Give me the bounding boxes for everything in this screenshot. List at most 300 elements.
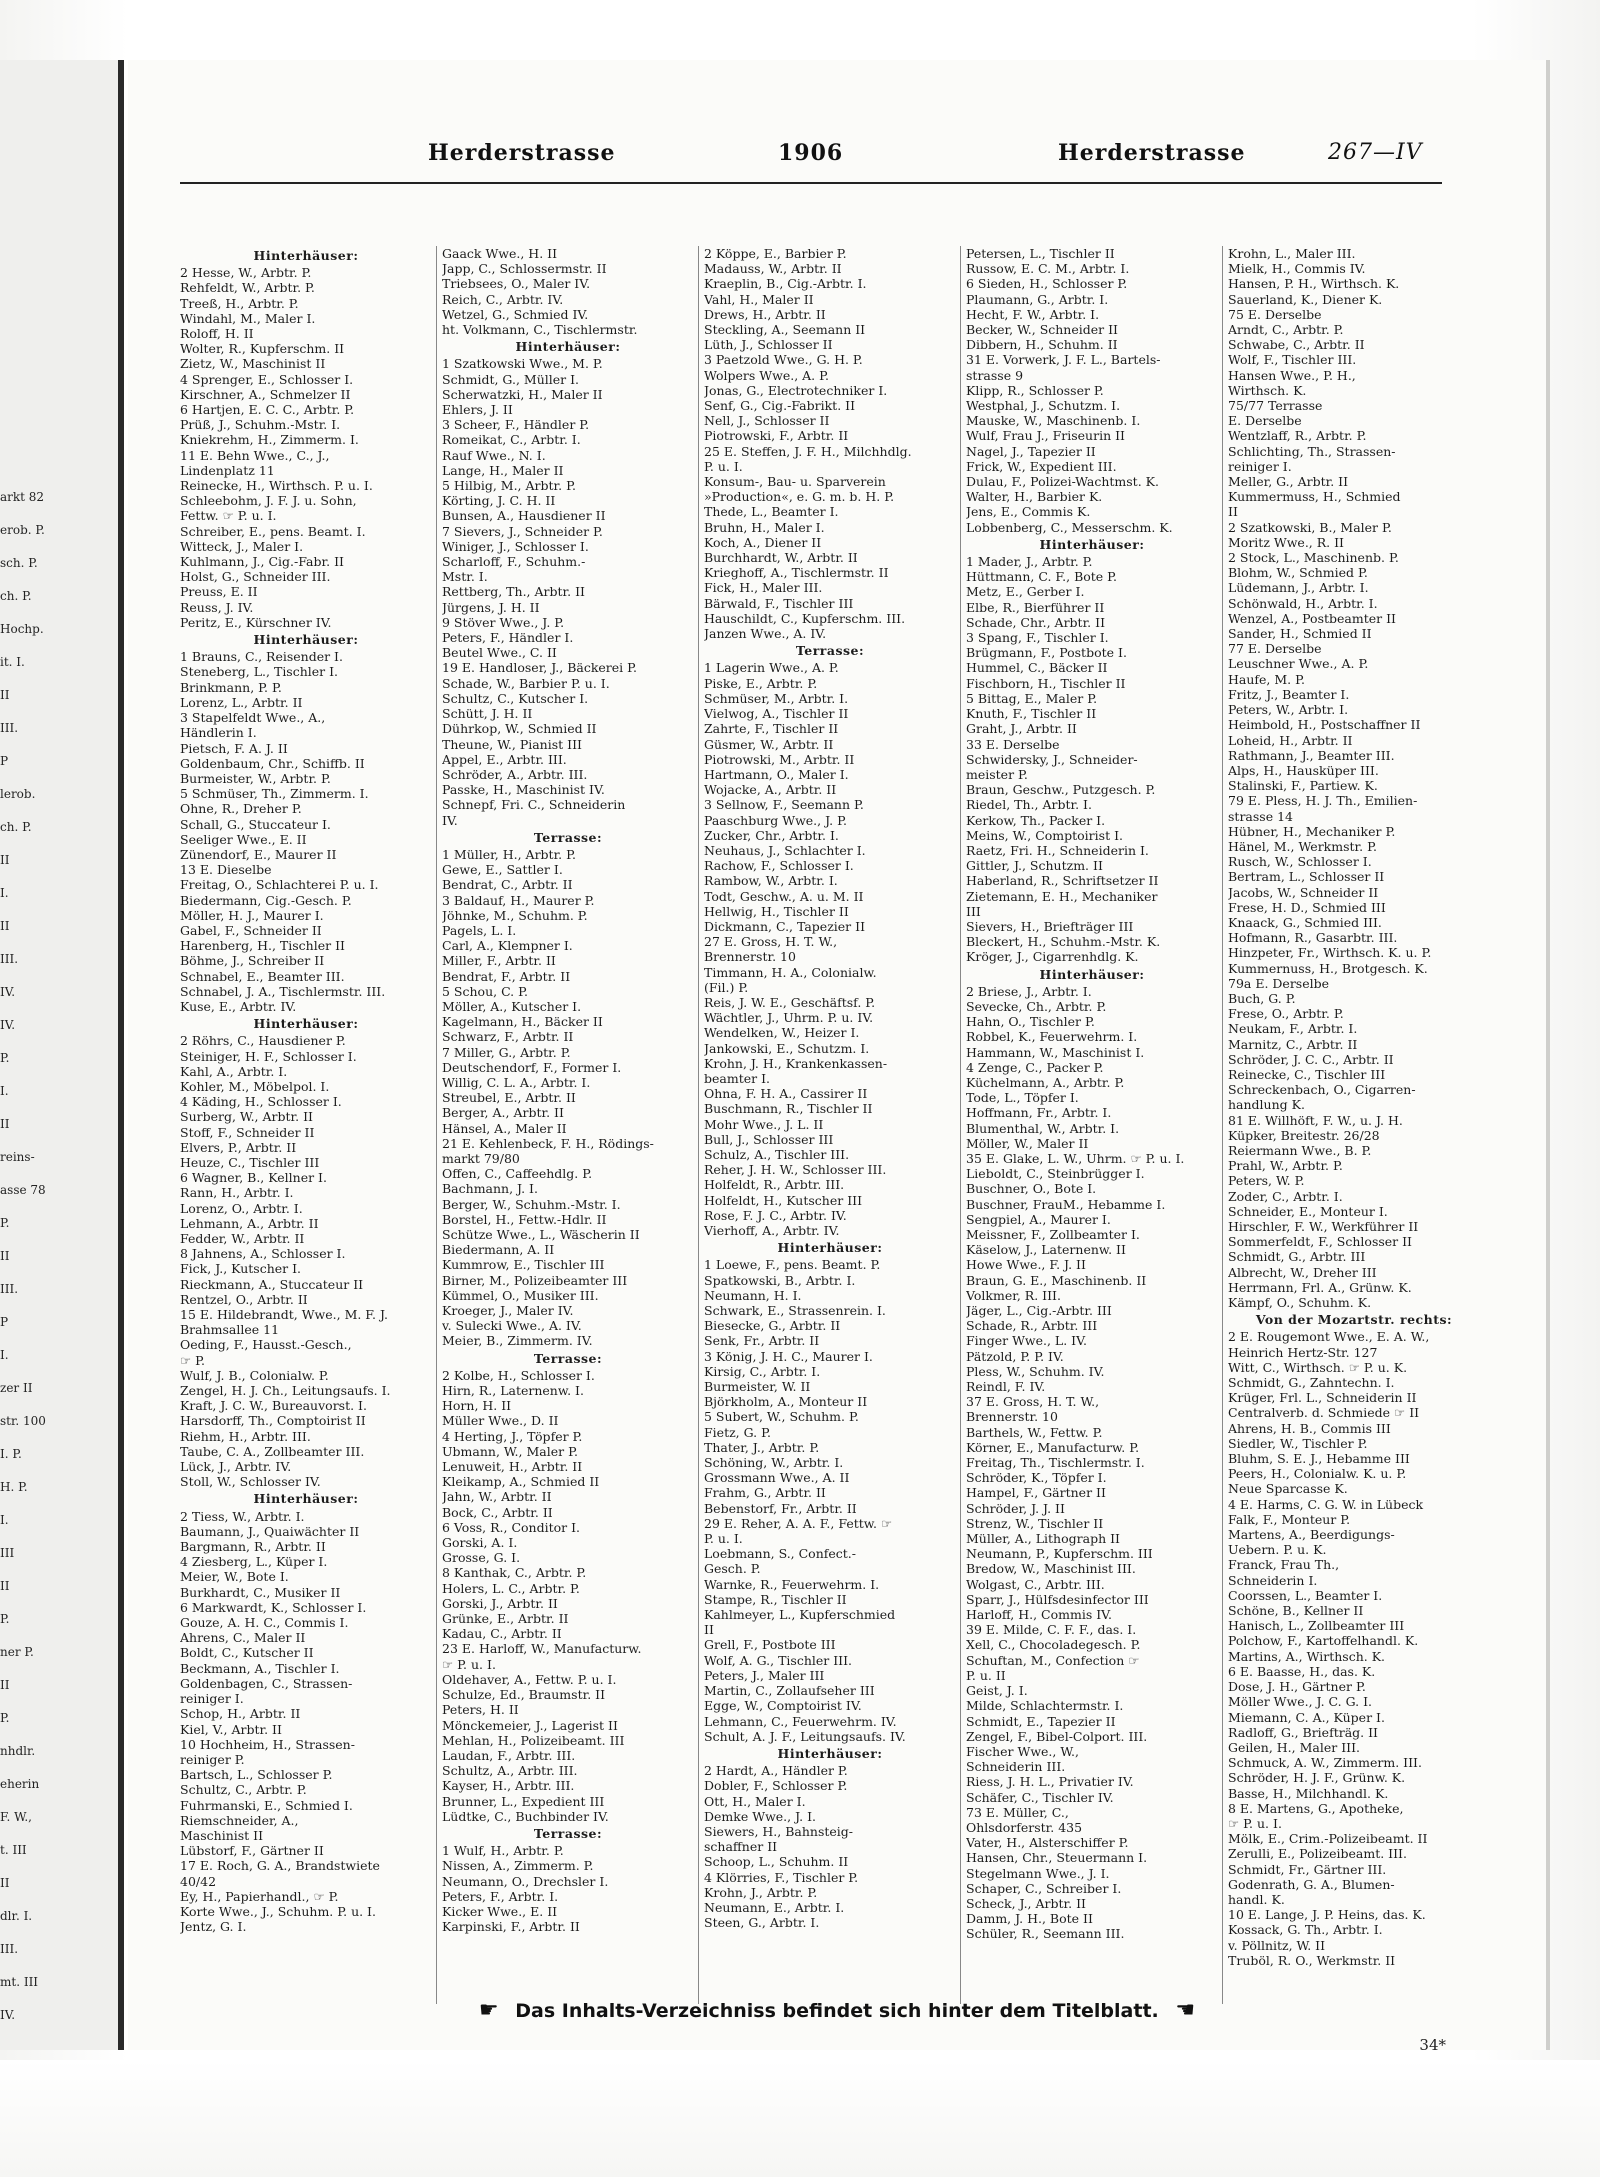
directory-entry: 25 E. Steffen, J. F. H., Milchhdlg. — [704, 443, 912, 459]
column-separator — [698, 246, 699, 2004]
directory-entry: Peters, W. P. — [1228, 1173, 1305, 1189]
directory-entry: Zerulli, E., Polizeibeamt. III. — [1228, 1846, 1407, 1862]
directory-entry: 29 E. Reher, A. A. F., Fettw. ☞ — [704, 1515, 893, 1531]
directory-entry: Kummermuss, H., Schmied — [1228, 489, 1401, 505]
directory-entry: 39 E. Milde, C. F. F., das. I. — [966, 1622, 1137, 1638]
directory-entry: Gorski, A. I. — [442, 1535, 518, 1551]
directory-entry: Tode, L., Töpfer I. — [966, 1090, 1079, 1106]
directory-entry: Schaper, C., Schreiber I. — [966, 1880, 1122, 1896]
previous-page-fragment: ner P. — [0, 1645, 34, 1659]
directory-entry: Käselow, J., Laternenw. II — [966, 1242, 1126, 1258]
directory-entry: Ohlsdorferstr. 435 — [966, 1819, 1083, 1835]
directory-entry: Kirschner, A., Schmelzer II — [180, 386, 351, 402]
directory-entry: Fietz, G. P. — [704, 1424, 771, 1440]
directory-entry: 13 E. Dieselbe — [180, 862, 272, 878]
directory-entry: Hinterhäuser: — [777, 1240, 883, 1256]
directory-page — [128, 60, 1550, 2054]
directory-entry: 4 Sprenger, E., Schlosser I. — [180, 371, 354, 387]
directory-entry: 2 Stock, L., Maschinenb. P. — [1228, 550, 1399, 566]
directory-entry: 40/42 — [180, 1873, 217, 1889]
directory-entry: Schult, A. J. F., Leitungsaufs. IV. — [704, 1728, 906, 1744]
directory-entry: meister P. — [966, 766, 1028, 782]
directory-entry: Brinkmann, P. P. — [180, 679, 282, 695]
directory-entry: Centralverb. d. Schmiede ☞ II — [1228, 1405, 1420, 1421]
previous-page-fragment: II — [0, 853, 10, 867]
directory-entry: Willig, C. L. A., Arbtr. I. — [442, 1074, 591, 1090]
previous-page-edge — [0, 60, 124, 2050]
directory-entry: 75 E. Derselbe — [1228, 306, 1322, 322]
directory-entry: Lobbenberg, C., Messerschm. K. — [966, 519, 1173, 535]
previous-page-fragment: ch. P. — [0, 820, 32, 834]
directory-entry: Grell, F., Postbote III — [704, 1637, 836, 1653]
directory-entry: Ahrens, C., Maler II — [180, 1630, 306, 1646]
directory-entry: Kröger, J., Cigarrenhdlg. K. — [966, 949, 1139, 965]
directory-entry: Deutschendorf, F., Former I. — [442, 1059, 622, 1075]
directory-entry: Jonas, G., Electrotechniker I. — [704, 382, 888, 398]
directory-entry: Reich, C., Arbtr. IV. — [442, 291, 564, 307]
directory-entry: handl. K. — [1228, 1891, 1285, 1907]
directory-entry: Freitag, Th., Tischlermstr. I. — [966, 1455, 1145, 1471]
directory-entry: Geist, J. I. — [966, 1683, 1028, 1699]
directory-entry: Blohm, W., Schmied P. — [1228, 565, 1368, 581]
directory-entry: Braun, Geschw., Putzgesch. P. — [966, 782, 1156, 798]
directory-entry: Finger Wwe., L. IV. — [966, 1333, 1087, 1349]
directory-entry: 31 E. Vorwerk, J. F. L., Bartels- — [966, 352, 1161, 368]
directory-entry: Kayser, H., Arbtr. III. — [442, 1778, 575, 1794]
directory-entry: Rambow, W., Arbtr. I. — [704, 873, 838, 889]
directory-entry: Wolf, A. G., Tischler III. — [704, 1652, 853, 1668]
column-separator — [436, 246, 437, 2004]
directory-entry: Buschner, FrauM., Hebamme I. — [966, 1196, 1166, 1212]
directory-entry: 2 Briese, J., Arbtr. I. — [966, 983, 1092, 999]
directory-entry: Gittler, J., Schutzm. II — [966, 858, 1103, 874]
directory-entry: 4 Ziesberg, L., Küper I. — [180, 1554, 328, 1570]
directory-entry: Jöhnke, M., Schuhm. P. — [442, 907, 588, 923]
directory-entry: 21 E. Kehlenbeck, F. H., Rödings- — [442, 1135, 654, 1151]
header-year: 1906 — [778, 140, 844, 166]
directory-entry: Neumann, E., Arbtr. I. — [704, 1899, 845, 1915]
directory-entry: Burmeister, W., Arbtr. P. — [180, 770, 331, 786]
directory-entry: Hauschildt, C., Kupferschm. III. — [704, 610, 906, 626]
directory-entry: Zahrte, F., Tischler II — [704, 721, 839, 737]
directory-entry: Moritz Wwe., R. II — [1228, 534, 1344, 550]
directory-entry: Krohn, J. H., Krankenkassen- — [704, 1055, 888, 1071]
previous-page-fragment: II — [0, 1579, 10, 1593]
directory-entry: Schäfer, C., Tischler IV. — [966, 1789, 1114, 1805]
previous-page-fragment: I. — [0, 1513, 9, 1527]
directory-entry: 6 E. Baasse, H., das. K. — [1228, 1663, 1376, 1679]
directory-entry: Krieghoff, A., Tischlermstr. II — [704, 565, 889, 581]
directory-entry: Schöne, B., Kellner II — [1228, 1603, 1364, 1619]
directory-entry: 8 Jahnens, A., Schlosser I. — [180, 1246, 346, 1262]
directory-entry: Schüler, R., Seemann III. — [966, 1926, 1125, 1942]
directory-entry: Witteck, J., Maler I. — [180, 538, 304, 554]
directory-entry: 7 Miller, G., Arbtr. P. — [442, 1044, 571, 1060]
directory-entry: Volkmer, R. III. — [966, 1287, 1061, 1303]
directory-entry: Kroeger, J., Maler IV. — [442, 1303, 574, 1319]
directory-entry: Peers, H., Colonialw. K. u. P. — [1228, 1466, 1407, 1482]
directory-entry: Schöning, W., Arbtr. I. — [704, 1455, 844, 1471]
directory-entry: Terrasse: — [533, 829, 603, 845]
directory-entry: Dickmann, C., Tapezier II — [704, 918, 866, 934]
directory-entry: Godenrath, G. A., Blumen- — [1228, 1876, 1395, 1892]
directory-entry: 9 Stöver Wwe., J. P. — [442, 614, 565, 630]
directory-entry: Dührkop, W., Schmied II — [442, 721, 597, 737]
directory-entry: Korte Wwe., J., Schuhm. P. u. I. — [180, 1903, 376, 1919]
directory-entry: Neukam, F., Arbtr. I. — [1228, 1021, 1358, 1037]
directory-entry: Rettberg, Th., Arbtr. II — [442, 584, 585, 600]
directory-entry: IV. — [442, 812, 458, 828]
directory-entry: Streubel, E., Arbtr. II — [442, 1090, 576, 1106]
directory-entry: Pagels, L. I. — [442, 922, 517, 938]
directory-entry: Buschner, O., Bote I. — [966, 1181, 1097, 1197]
header-rule — [180, 182, 1442, 184]
directory-entry: Schreckenbach, O., Cigarren- — [1228, 1082, 1416, 1098]
column-3 — [704, 246, 956, 2004]
directory-entry: Hampel, F., Gärtner II — [966, 1485, 1106, 1501]
directory-entry: 2 Hesse, W., Arbtr. P. — [180, 265, 312, 281]
directory-entry: Hansen, Chr., Steuermann I. — [966, 1850, 1148, 1866]
directory-entry: Vahl, H., Maler II — [704, 291, 814, 307]
directory-entry: ☞ P. u. I. — [442, 1656, 496, 1672]
directory-entry: Mstr. I. — [442, 569, 488, 585]
directory-entry: 3 Sellnow, F., Seemann P. — [704, 797, 864, 813]
directory-entry: Alps, H., Hausküper III. — [1228, 762, 1379, 778]
directory-entry: Franck, Frau Th., — [1228, 1557, 1340, 1573]
directory-entry: Kicker Wwe., E. II — [442, 1903, 558, 1919]
directory-entry: Schwidersky, J., Schneider- — [966, 751, 1138, 767]
directory-entry: Schultz, A., Arbtr. III. — [442, 1763, 578, 1779]
directory-entry: Biesecke, G., Arbtr. II — [704, 1318, 841, 1334]
directory-entry: Mölk, E., Crim.-Polizeibeamt. II — [1228, 1831, 1428, 1847]
directory-entry: Riedel, Th., Arbtr. I. — [966, 797, 1092, 813]
directory-entry: Oeding, F., Hausst.-Gesch., — [180, 1337, 352, 1353]
directory-entry: reiniger P. — [180, 1751, 245, 1767]
directory-entry: Hirschler, F. W., Werkführer II — [1228, 1219, 1419, 1234]
directory-entry: 1 Lagerin Wwe., A. P. — [704, 660, 839, 676]
directory-entry: Piotrowski, M., Arbtr. II — [704, 751, 855, 767]
directory-entry: Carl, A., Klempner I. — [442, 938, 573, 954]
directory-entry: Rose, F. J. C., Arbtr. IV. — [704, 1207, 847, 1223]
directory-entry: 3 Stapelfeldt Wwe., A., — [180, 710, 326, 726]
directory-entry: Hinterhäuser: — [253, 248, 359, 263]
directory-entry: Kleikamp, A., Schmied II — [442, 1474, 600, 1490]
directory-entry: Peters, F., Arbtr. I. — [442, 1888, 559, 1904]
directory-entry: Timmann, H. A., Colonialw. — [704, 964, 877, 980]
header-page-number: 267—IV — [1328, 140, 1423, 165]
directory-entry: Japp, C., Schlossermstr. II — [442, 261, 607, 277]
directory-entry: 8 Kanthak, C., Arbtr. P. — [442, 1565, 587, 1581]
previous-page-fragment: H. P. — [0, 1480, 28, 1494]
column-4 — [966, 246, 1218, 2004]
directory-entry: Jahn, W., Arbtr. II — [442, 1489, 552, 1505]
directory-entry: Beckmann, A., Tischler I. — [180, 1660, 340, 1676]
directory-entry: Zietz, W., Maschinist II — [180, 356, 326, 372]
directory-entry: Rachow, F., Schlosser I. — [704, 858, 854, 874]
directory-entry: Triebsees, O., Maler IV. — [442, 276, 591, 292]
directory-entry: Wulf, Frau J., Friseurin II — [966, 428, 1125, 444]
directory-entry: Schneiderin I. — [1228, 1572, 1318, 1588]
directory-entry: 11 E. Behn Wwe., C., J., — [180, 447, 330, 463]
previous-page-fragment: III. — [0, 1942, 19, 1956]
directory-entry: Stoff, F., Schneider II — [180, 1124, 315, 1140]
directory-entry: 3 Spang, F., Tischler I. — [966, 630, 1109, 646]
directory-entry: Oldehaver, A., Fettw. P. u. I. — [442, 1671, 617, 1687]
directory-entry: Treeß, H., Arbtr. P. — [180, 295, 299, 311]
directory-entry: Steen, G., Arbtr. I. — [704, 1915, 820, 1931]
directory-entry: Hansen Wwe., P. H., — [1228, 367, 1356, 383]
directory-entry: Mohr Wwe., J. L. II — [704, 1116, 824, 1132]
footer-note — [128, 1998, 1546, 2023]
previous-page-fragment: II — [0, 1249, 10, 1263]
directory-entry: Lübstorf, F., Gärtner II — [180, 1843, 324, 1859]
footer-text: Das Inhalts-Verzeichniss befindet sich hinter dem Titelblatt. — [515, 2000, 1159, 2022]
pointing-hand-icon: ☚ — [1175, 1998, 1196, 2023]
directory-entry: Falk, F., Monteur P. — [1228, 1511, 1351, 1527]
directory-entry: Händlerin I. — [180, 725, 257, 741]
directory-entry: Fuhrmanski, E., Schmied I. — [180, 1797, 353, 1813]
directory-entry: Brahmsallee 11 — [180, 1322, 280, 1338]
previous-page-fragment: II — [0, 1678, 10, 1692]
directory-entry: Wendelken, W., Heizer I. — [704, 1025, 860, 1041]
directory-entry: Marnitz, C., Arbtr. II — [1228, 1036, 1358, 1052]
directory-entry: (Fil.) P. — [704, 979, 749, 995]
directory-entry: Holfeldt, H., Kutscher III — [704, 1192, 863, 1208]
directory-entry: Meier, B., Zimmerm. IV. — [442, 1333, 593, 1349]
previous-page-fragment: sch. P. — [0, 556, 38, 570]
directory-entry: 1 Wulf, H., Arbtr. P. — [442, 1843, 564, 1859]
directory-entry: Leuschner Wwe., A. P. — [1228, 656, 1369, 672]
directory-entry: Neue Sparcasse K. — [1228, 1481, 1348, 1497]
directory-entry: Peters, H. II — [442, 1702, 519, 1718]
directory-entry: Hinterhäuser: — [253, 632, 359, 648]
previous-page-fragment: nhdlr. — [0, 1744, 36, 1758]
directory-entry: 7 Sievers, J., Schneider P. — [442, 523, 603, 539]
directory-entry: Küchelmann, A., Arbtr. P. — [966, 1074, 1125, 1090]
directory-entry: schaffner II — [704, 1839, 778, 1855]
directory-entry: Kirsig, C., Arbtr. I. — [704, 1363, 821, 1379]
directory-entry: Schulz, A., Tischler III. — [704, 1146, 850, 1162]
directory-entry: Plaumann, G., Arbtr. I. — [966, 291, 1109, 307]
directory-entry: Frahm, G., Arbtr. II — [704, 1485, 826, 1501]
directory-entry: Meller, G., Arbtr. II — [1228, 474, 1349, 490]
directory-entry: 10 Hochheim, H., Strassen- — [180, 1736, 355, 1752]
pointing-hand-icon: ☛ — [478, 1998, 499, 2023]
directory-entry: Lorenz, O., Arbtr. I. — [180, 1200, 303, 1216]
directory-entry: 6 Sieden, H., Schlosser P. — [966, 276, 1128, 292]
directory-entry: Stoll, W., Schlosser IV. — [180, 1474, 321, 1490]
directory-entry: Jens, E., Commis K. — [966, 504, 1091, 520]
directory-entry: 81 E. Willhöft, F. W., u. J. H. — [1228, 1112, 1403, 1128]
column-separator — [960, 246, 961, 2004]
directory-entry: Terrasse: — [533, 1350, 603, 1366]
directory-entry: Herrmann, Frl. A., Grünw. K. — [1228, 1279, 1412, 1295]
directory-entry: Todt, Geschw., A. u. M. II — [704, 888, 864, 904]
previous-page-fragment: t. III — [0, 1843, 27, 1857]
directory-entry: Fick, J., Kutscher I. — [180, 1261, 302, 1277]
directory-entry: Ahrens, H. B., Commis III — [1228, 1420, 1391, 1436]
directory-entry: Peritz, E., Kürschner IV. — [180, 614, 332, 630]
directory-entry: Kiel, V., Arbtr. II — [180, 1721, 282, 1737]
directory-entry: 1 Szatkowski Wwe., M. P. — [442, 356, 603, 372]
directory-entry: Knaack, G., Schmied III. — [1228, 914, 1382, 930]
directory-entry: Hinterhäuser: — [253, 1491, 359, 1507]
directory-entry: Güsmer, W., Arbtr. II — [704, 736, 834, 752]
column-separator — [1222, 246, 1223, 2004]
directory-entry: Robbel, K., Feuerwehrm. I. — [966, 1029, 1138, 1045]
directory-entry: Reinecke, H., Wirthsch. P. u. I. — [180, 478, 373, 494]
directory-entry: 1 Loewe, F., pens. Beamt. P. — [704, 1257, 881, 1273]
directory-entry: Hübner, H., Mechaniker P. — [1228, 823, 1396, 839]
directory-entry: Pätzold, P. P. IV. — [966, 1348, 1064, 1364]
directory-entry: 3 Scheer, F., Händler P. — [442, 417, 590, 433]
previous-page-fragment: P. — [0, 1612, 10, 1626]
directory-entry: Lenuweit, H., Arbtr. II — [442, 1459, 583, 1475]
directory-entry: Hänsel, A., Maler II — [442, 1120, 567, 1136]
directory-entry: Sievers, H., Briefträger III — [966, 918, 1134, 934]
directory-entry: Schneiderin III. — [966, 1759, 1066, 1775]
directory-entry: 6 Hartjen, E. C. C., Arbtr. P. — [180, 402, 355, 418]
directory-entry: Piotrowski, F., Arbtr. II — [704, 428, 849, 444]
directory-entry: Wolpers Wwe., A. P. — [704, 367, 829, 383]
directory-entry: Drews, H., Arbtr. II — [704, 306, 826, 322]
directory-entry: Lüth, J., Schlosser II — [704, 337, 833, 353]
directory-entry: v. Pöllnitz, W. II — [1228, 1937, 1326, 1953]
directory-entry: Holfeldt, R., Arbtr. III. — [704, 1177, 845, 1193]
directory-entry: Schnabel, E., Beamter III. — [180, 968, 345, 984]
directory-entry: handlung K. — [1228, 1097, 1305, 1113]
directory-entry: beamter I. — [704, 1070, 770, 1086]
directory-entry: Schneider, E., Monteur I. — [1228, 1203, 1388, 1219]
directory-entry: Roloff, H. II — [180, 326, 254, 342]
directory-entry: Peters, W., Arbtr. I. — [1228, 702, 1349, 718]
directory-entry: Basse, H., Milchhandl. K. — [1228, 1785, 1389, 1801]
directory-entry: »Production«, e. G. m. b. H. P. — [704, 489, 895, 505]
directory-entry: Küpker, Breitestr. 26/28 — [1228, 1127, 1380, 1143]
directory-entry: Wolf, F., Tischler III. — [1228, 352, 1357, 368]
directory-entry: Terrasse: — [795, 643, 865, 659]
directory-entry: 73 E. Müller, C., — [966, 1804, 1069, 1820]
directory-entry: Scharloff, F., Schuhm.- — [442, 554, 586, 570]
directory-entry: Möller, W., Maler II — [966, 1135, 1089, 1151]
directory-entry: Möller Wwe., J. C. G. I. — [1228, 1694, 1372, 1710]
directory-entry: Hirn, R., Laternenw. I. — [442, 1383, 584, 1399]
directory-entry: Reis, J. W. E., Geschäftsf. P. — [704, 994, 876, 1010]
directory-entry: Demke Wwe., J. I. — [704, 1808, 816, 1824]
directory-entry: Gesch. P. — [704, 1561, 761, 1577]
directory-entry: Müller Wwe., D. II — [442, 1413, 559, 1429]
previous-page-fragment: Hochp. — [0, 622, 44, 636]
directory-entry: Heinrich Hertz-Str. 127 — [1228, 1344, 1378, 1360]
directory-entry: ☞ P. — [180, 1352, 206, 1368]
directory-entry: Vielwog, A., Tischler II — [704, 706, 849, 722]
directory-entry: Elbe, R., Bierführer II — [966, 599, 1105, 615]
directory-entry: reiniger I. — [1228, 458, 1292, 474]
scan-bottom-margin — [0, 2060, 1600, 2177]
directory-entry: Scheck, J., Arbtr. II — [966, 1895, 1086, 1911]
directory-entry: Kadau, C., Arbtr. II — [442, 1626, 562, 1642]
directory-entry: 4 Käding, H., Schlosser I. — [180, 1094, 342, 1110]
directory-entry: Frese, O., Arbtr. P. — [1228, 1006, 1344, 1022]
directory-entry: Schütt, J. H. II — [442, 706, 533, 722]
directory-entry: Hinterhäuser: — [1039, 536, 1145, 552]
directory-entry: Klipp, R., Schlosser P. — [966, 382, 1104, 398]
directory-entry: Gewe, E., Sattler I. — [442, 862, 563, 878]
directory-entry: Haufe, M. P. — [1228, 671, 1305, 687]
column-5 — [1228, 246, 1480, 2004]
directory-entry: Hartmann, O., Maler I. — [704, 766, 849, 782]
directory-entry: Kämpf, O., Schuhm. K. — [1228, 1295, 1372, 1311]
directory-entry: Ey, H., Papierhandl., ☞ P. — [180, 1888, 339, 1904]
directory-entry: Vater, H., Alsterschiffer P. — [966, 1835, 1129, 1851]
directory-entry: Bargmann, R., Arbtr. II — [180, 1539, 326, 1555]
directory-entry: Hinterhäuser: — [777, 1745, 883, 1761]
directory-entry: Grosse, G. I. — [442, 1550, 521, 1566]
directory-entry: 2 Kolbe, H., Schlosser I. — [442, 1367, 595, 1383]
directory-entry: 6 Wagner, B., Kellner I. — [180, 1170, 327, 1186]
previous-page-fragment: arkt 82 — [0, 490, 45, 504]
directory-entry: Thater, J., Arbtr. P. — [704, 1439, 820, 1455]
directory-entry: Riess, J. H. L., Privatier IV. — [966, 1774, 1134, 1790]
directory-entry: 5 Hilbig, M., Arbtr. P. — [442, 478, 576, 494]
previous-page-fragment: IV. — [0, 2008, 16, 2022]
previous-page-fragment: erob. P. — [0, 523, 45, 537]
directory-entry: Kummernuss, H., Brotgesch. K. — [1228, 960, 1428, 976]
directory-entry: Neuhaus, J., Schlachter I. — [704, 842, 866, 858]
directory-entry: Schröder, H. J. F., Grünw. K. — [1228, 1770, 1406, 1786]
directory-entry: strasse 9 — [966, 367, 1024, 383]
directory-entry: Warnke, R., Feuerwehrm. I. — [704, 1576, 880, 1592]
directory-entry: 15 E. Hildebrandt, Wwe., M. F. J. — [180, 1307, 388, 1323]
directory-entry: Prüß, J., Schuhm.-Mstr. I. — [180, 417, 341, 433]
directory-entry: Coorssen, L., Beamter I. — [1228, 1587, 1383, 1603]
directory-entry: Möller, A., Kutscher I. — [442, 998, 582, 1014]
directory-entry: Schmidt, G., Müller I. — [442, 371, 579, 387]
directory-entry: Goldenbagen, C., Strassen- — [180, 1675, 353, 1691]
directory-entry: Schop, H., Arbtr. II — [180, 1706, 301, 1722]
directory-entry: Kossack, G. Th., Arbtr. I. — [1228, 1922, 1383, 1938]
directory-entry: Jacobs, W., Schneider II — [1228, 884, 1379, 900]
directory-entry: Riehm, H., Arbtr. III. — [180, 1428, 311, 1444]
directory-entry: Schmidt, G., Zahntechn. I. — [1228, 1375, 1395, 1391]
directory-entry: Ohne, R., Dreher P. — [180, 801, 302, 817]
directory-entry: 37 E. Gross, H. T. W., — [966, 1394, 1100, 1410]
directory-entry: Bendrat, F., Arbtr. II — [442, 968, 571, 984]
directory-entry: Schmuck, A. W., Zimmerm. III. — [1228, 1755, 1422, 1771]
directory-entry: 3 König, J. H. C., Maurer I. — [704, 1348, 873, 1364]
directory-entry: Schlichting, Th., Strassen- — [1228, 443, 1396, 459]
directory-entry: Bachmann, J. I. — [442, 1181, 538, 1197]
directory-entry: Madauss, W., Arbtr. II — [704, 261, 842, 277]
directory-entry: Miller, F., Arbtr. II — [442, 953, 556, 969]
directory-entry: Windahl, M., Maler I. — [180, 310, 316, 326]
directory-entry: Körting, J. C. H. II — [442, 493, 556, 509]
directory-entry: Pietsch, F. A. J. II — [180, 740, 288, 756]
directory-entry: Hinzpeter, Fr., Wirthsch. K. u. P. — [1228, 945, 1432, 961]
directory-entry: Hellwig, H., Tischler II — [704, 903, 849, 919]
directory-entry: Harsdorff, Th., Comptoirist II — [180, 1413, 366, 1429]
previous-page-fragment: II — [0, 919, 10, 933]
directory-entry: Schwarz, F., Arbtr. II — [442, 1029, 574, 1045]
directory-entry: Kahlmeyer, L., Kupferschmied — [704, 1607, 896, 1623]
directory-entry: Zucker, Chr., Arbtr. I. — [704, 827, 839, 843]
directory-entry: Björkholm, A., Monteur II — [704, 1394, 868, 1410]
directory-entry: Hanisch, L., Zollbeamter III — [1228, 1618, 1405, 1634]
directory-entry: Sauerland, K., Diener K. — [1228, 291, 1383, 307]
previous-page-fragment: II — [0, 1117, 10, 1131]
directory-entry: Sommerfeldt, F., Schlosser II — [1228, 1234, 1412, 1250]
directory-entry: 33 E. Derselbe — [966, 736, 1060, 752]
